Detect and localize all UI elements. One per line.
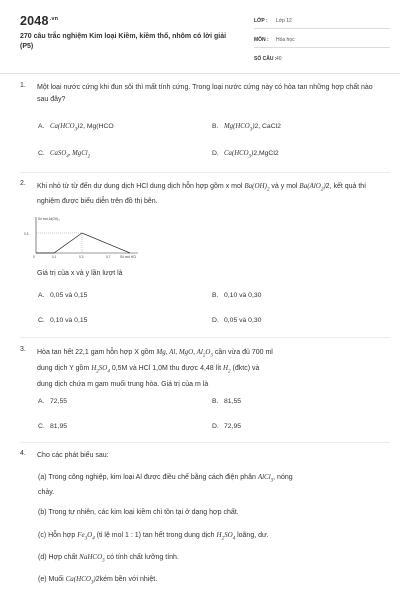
meta-key: MÔN : — [254, 37, 269, 43]
meta-value: 40 — [276, 56, 282, 62]
question-separator — [20, 172, 390, 173]
document-meta — [254, 15, 390, 71]
option-b[interactable]: B. $Mg(HCO_3)2$, CaCl2 — [212, 123, 281, 133]
option-a[interactable]: A. 0,05 và 0,15 — [38, 292, 88, 299]
option-c[interactable]: C. CaSO$_4$, MgCl$_2$ — [38, 150, 91, 160]
meta-count-row — [254, 53, 390, 66]
meta-value: Lớp 12 — [276, 18, 292, 24]
statement-e: (e) Muối $Ca(HCO_3)2kém$ bền với nhiệt. — [38, 575, 158, 586]
graph-x-tick: 0,1 — [52, 255, 57, 259]
question-prompt: Giá trị của x và y lần lượt là — [37, 270, 123, 277]
statement-b: (b) Trong tự nhiên, các kim loại kiềm chỉ tồn tại ở dạng hợp chất. — [38, 509, 239, 516]
graph-y-tick: 0,3 — [24, 232, 29, 236]
document-title: 270 câu trắc nghiệm Kim loại Kiềm, kiềm thổ, nhôm có lời giải (P5) — [20, 33, 227, 50]
question-separator — [20, 442, 390, 443]
meta-subject-row — [254, 34, 390, 48]
document-header — [20, 14, 390, 72]
graph-x-tick: 0 — [33, 255, 35, 259]
question-number: 3. — [20, 346, 26, 353]
question-number: 2. — [20, 180, 26, 187]
option-d[interactable]: D. $Ca(HCO_3)2,MgCl2$ — [212, 150, 279, 160]
statement-c: (c) Hỗn hợp $Fe_3O_4$ (tỉ lệ mol 1 : 1) tan hết trong dung dịch $H_2SO_4$ loãng, dư. — [38, 531, 269, 542]
option-c[interactable]: C. 81,95 — [38, 423, 68, 430]
question-stem: Khi nhỏ từ từ đến dư dung dịch HCl dung dịch hỗn hợp gồm x mol $Ba(OH)_2$ và y mol Ba(AlO$_2$)2, kết quả thí nghiệm được biểu diễn trên đồ thị bên. — [37, 182, 367, 206]
meta-key: SỐ CÂU : — [254, 56, 277, 62]
experiment-graph — [20, 215, 150, 261]
meta-key: LỚP : — [254, 18, 268, 24]
option-a[interactable]: A. $Ca(HCO_3)2$, Mg(HCO — [38, 123, 114, 133]
question-number: 4. — [20, 450, 26, 457]
option-b[interactable]: B. 0,10 và 0,30 — [212, 292, 262, 299]
question-stem: Cho các phát biểu sau: — [37, 452, 109, 459]
header-divider — [0, 73, 400, 74]
option-c[interactable]: C. 0,10 và 0,15 — [38, 317, 88, 324]
question-separator — [20, 337, 390, 338]
meta-value: Hóa học — [276, 37, 295, 43]
graph-x-tick: 0,7 — [106, 255, 111, 259]
meta-class-row — [254, 15, 390, 29]
question-stem: Hòa tan hết 22,1 gam hỗn hợp X gồm Mg, Al, MgO, $Al_2O_3$ cần vừa đủ 700 ml dung dịch Y gồm $H_2SO_4$ 0,5M và HCl 1,0M thu được 4,48 lít $H_2$ (đktc) và dung dịch chứa m gam muối trung hòa. Giá trị của m là — [37, 348, 273, 388]
statement-a: (a) Trong công nghiệp, kim loại Al được điều chế bằng cách điện phân AlCl$_3$, nóng chảy. — [38, 473, 293, 497]
statement-d: (d) Hợp chất NaHCO$_3$ có tính chất lưỡng tính. — [38, 553, 179, 564]
graph-x-label: Số mol HCl — [120, 255, 137, 259]
option-a[interactable]: A. 72,55 — [38, 398, 68, 405]
graph-x-tick: 0,3 — [79, 255, 84, 259]
question-number: 1. — [20, 82, 26, 89]
option-d[interactable]: D. 0,05 và 0,30 — [212, 317, 262, 324]
question-stem: Một loại nước cứng khi đun sôi thì mất tính cứng. Trong loại nước cứng này có hòa tan những hợp chất nào sau đây? — [37, 84, 373, 103]
site-logo[interactable]: $2048^{.vn}$ — [20, 14, 59, 28]
option-d[interactable]: D. 72,95 — [212, 423, 242, 430]
graph-y-label: Số mol Al(OH)₃ — [38, 217, 60, 221]
option-b[interactable]: B. 81,55 — [212, 398, 242, 405]
